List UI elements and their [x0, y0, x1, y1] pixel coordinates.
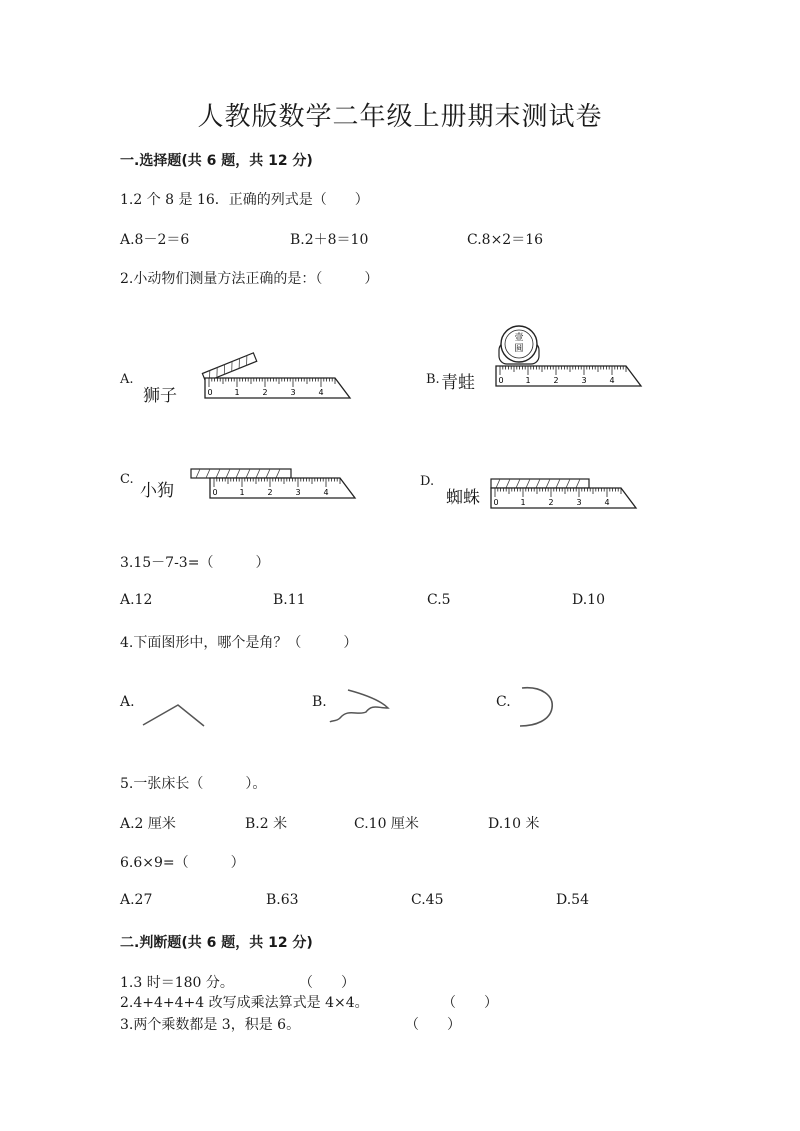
question-6-option-c: C.45 [411, 892, 444, 908]
question-5-option-d: D.10 米 [488, 816, 540, 832]
question-2-option-b-animal: 青蛙 [441, 373, 475, 393]
ruler-body [205, 378, 350, 398]
judge-2-blank: （ ） [442, 995, 498, 1011]
question-4-option-c: C. [496, 694, 511, 710]
section-heading-choice: 一.选择题(共 6 题，共 12 分) [120, 153, 313, 169]
ruler-body [210, 478, 355, 498]
question-2-option-b-label: B. [426, 372, 440, 387]
ruler-tick-label: 3 [295, 488, 301, 497]
measured-object [191, 469, 291, 478]
question-2-option-c-label: C. [120, 472, 134, 487]
question-3-option-a: A.12 [120, 592, 153, 608]
ruler [210, 478, 355, 498]
question-1-option-c: C.8×2＝16 [467, 232, 544, 248]
ruler-tick-label: 4 [323, 488, 329, 497]
ruler [205, 378, 350, 398]
wavy-figure-b [328, 686, 393, 728]
ruler-c [188, 463, 368, 503]
question-5-stem: 5.一张床长（ ）。 [120, 776, 267, 792]
question-2-stem: 2.小动物们测量方法正确的是：（ ） [120, 271, 379, 287]
ruler-tick-label: 0 [207, 388, 213, 397]
question-1-option-a: A.8－2＝6 [120, 232, 190, 248]
question-2-option-d-label: D. [420, 474, 435, 489]
question-4-stem: 4.下面图形中，哪个是角？（ ） [120, 635, 358, 651]
page-title: 人教版数学二年级上册期末测试卷 [197, 102, 603, 132]
judge-3-blank: （ ） [405, 1017, 461, 1033]
section-heading-judge: 二.判断题(共 6 题，共 12 分) [120, 935, 313, 951]
angle-figure-a [140, 700, 210, 730]
question-3-option-b: B.11 [273, 592, 306, 608]
question-5-option-a: A.2 厘米 [120, 816, 176, 832]
question-6-option-d: D.54 [556, 892, 589, 908]
question-3-option-c: C.5 [427, 592, 451, 608]
ruler-tick-label: 0 [493, 498, 499, 507]
ruler-tick-label: 4 [318, 388, 324, 397]
judge-3-text: 3.两个乘数都是 3，积是 6。 [120, 1017, 301, 1033]
ruler-tick-label: 2 [553, 376, 559, 385]
curve-figure-c [512, 682, 562, 732]
question-6-option-a: A.27 [120, 892, 153, 908]
coin-text-2: 圆 [514, 344, 524, 354]
question-4-option-b: B. [312, 694, 327, 710]
ruler-tick-label: 4 [609, 376, 615, 385]
question-1-option-b: B.2＋8＝10 [290, 232, 369, 248]
judge-2-text: 2.4+4+4+4 改写成乘法算式是 4×4。 [120, 995, 369, 1011]
question-2-option-a-animal: 狮子 [143, 386, 177, 406]
question-6-stem: 6.6×9=（ ） [120, 855, 245, 871]
question-2-option-c-animal: 小狗 [140, 481, 174, 501]
judge-1-blank: （ ） [299, 975, 355, 991]
ruler-tick-label: 4 [604, 498, 610, 507]
ruler-b [486, 320, 651, 392]
ruler [491, 488, 636, 508]
question-5-option-b: B.2 米 [245, 816, 288, 832]
question-3-stem: 3.15－7-3=（ ） [120, 555, 270, 571]
question-2-option-a-label: A. [120, 372, 134, 387]
ruler-tick-label: 2 [267, 488, 273, 497]
ruler-a [195, 350, 360, 405]
ruler [496, 366, 641, 386]
question-2-option-d-animal: 蜘蛛 [446, 488, 480, 508]
ruler-tick-label: 1 [525, 376, 531, 385]
question-3-option-d: D.10 [572, 592, 605, 608]
ruler-tick-label: 1 [234, 388, 240, 397]
ruler-tick-label: 1 [239, 488, 245, 497]
ruler-tick-label: 0 [498, 376, 504, 385]
ruler-tick-label: 0 [212, 488, 218, 497]
ruler-tick-label: 3 [290, 388, 296, 397]
measured-object [491, 479, 589, 488]
ruler-tick-label: 1 [520, 498, 526, 507]
question-4-option-a: A. [120, 694, 135, 710]
judge-1-text: 1.3 时＝180 分。 [120, 975, 234, 991]
coin-text-1: 壹 [514, 333, 524, 343]
ruler-body [496, 366, 641, 386]
ruler-tick-label: 2 [548, 498, 554, 507]
ruler-body [491, 488, 636, 508]
ruler-tick-label: 3 [576, 498, 582, 507]
question-6-option-b: B.63 [266, 892, 299, 908]
question-5-option-c: C.10 厘米 [354, 816, 419, 832]
question-1-stem: 1.2 个 8 是 16．正确的列式是（ ） [120, 192, 369, 208]
ruler-tick-label: 2 [262, 388, 268, 397]
ruler-tick-label: 3 [581, 376, 587, 385]
ruler-d [488, 474, 658, 514]
